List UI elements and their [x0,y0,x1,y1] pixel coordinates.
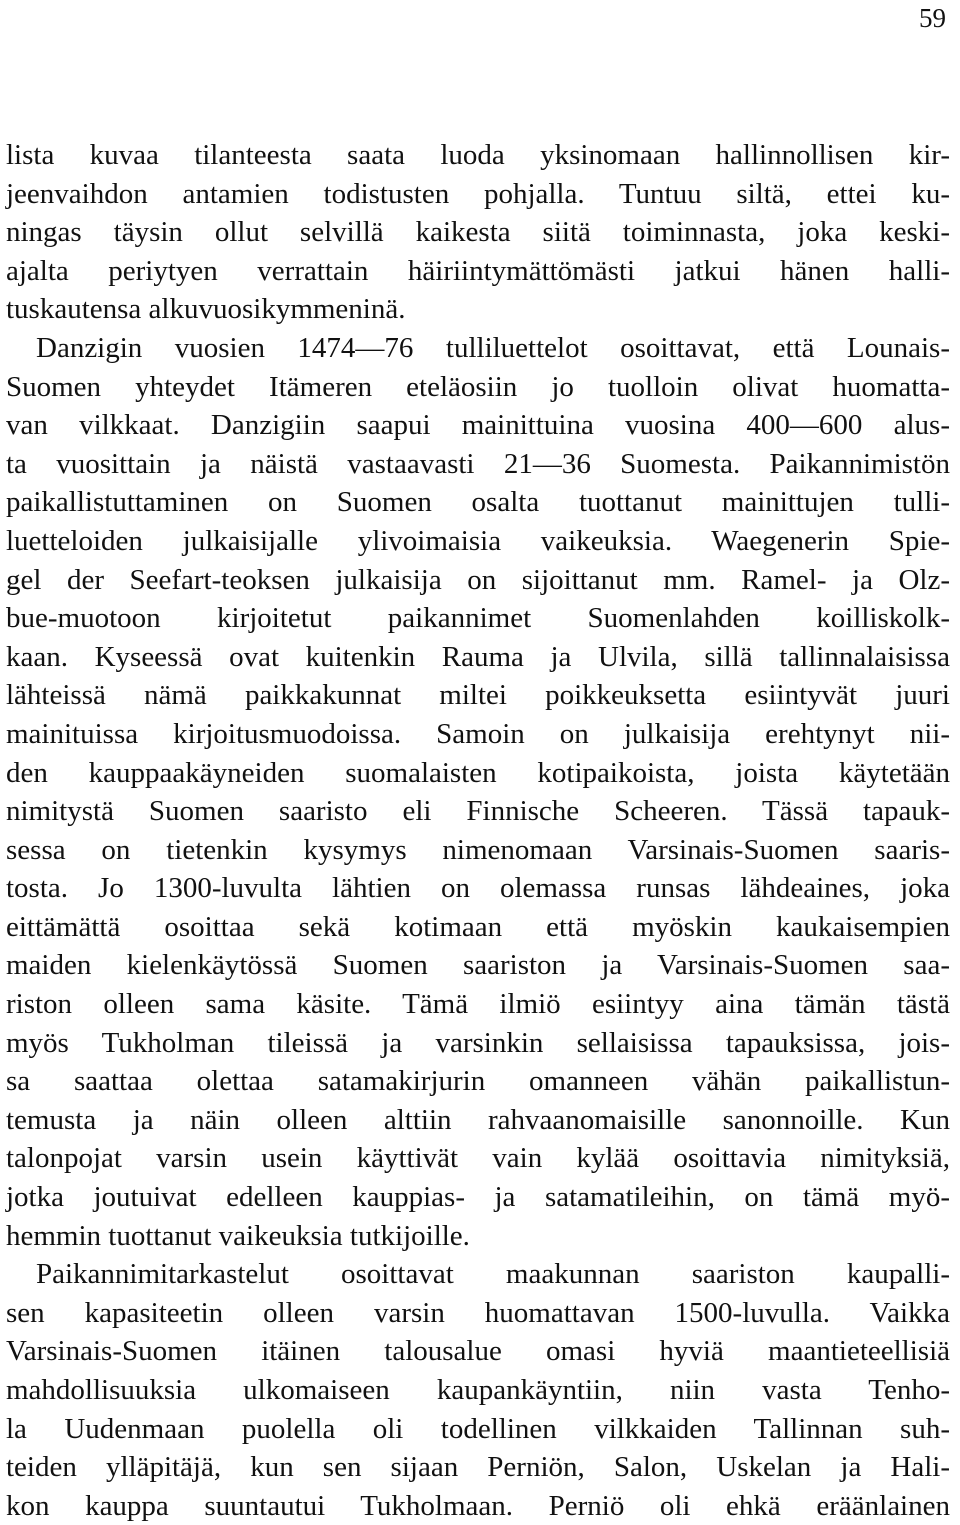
text-line: Varsinais-Suomen itäinen talousalue omasi hyviä maantieteellisiä [6,1335,950,1368]
text-line: hemmin tuottanut vaikeuksia tutkijoille. [6,1219,470,1252]
text-line: gel der Seefart-teoksen julkaisija on sijoittanut mm. Ramel- ja Olz- [6,563,950,596]
text-line: ajalta periytyen verrattain häiriintymättömästi jatkui hänen halli- [6,254,950,287]
text-line: temusta ja näin olleen alttiin rahvaanomaisille sanonnoille. Kun [6,1103,950,1136]
text-line: la Uudenmaan puolella oli todellinen vilkkaiden Tallinnan suh- [6,1412,950,1445]
text-line: jeenvaihdon antamien todistusten pohjalla. Tuntuu siltä, ettei ku- [6,177,950,210]
text-line: paikallistuttaminen on Suomen osalta tuottanut mainittujen tulli- [6,486,950,519]
text-line: van vilkkaat. Danzigiin saapui mainittuina vuosina 400—600 alus- [6,409,950,442]
text-line: sen kapasiteetin olleen varsin huomattavan 1500-luvulla. Vaikka [6,1296,950,1329]
text-line: Danzigin vuosien 1474—76 tulliluettelot osoittavat, että Lounais- [36,331,950,364]
text-line: jotka joutuivat edelleen kauppias- ja satamatileihin, on tämä myö- [6,1181,950,1214]
text-line: eittämättä osoittaa sekä kotimaan että myöskin kaukaisempien [6,910,950,943]
text-line: teiden ylläpitäjä, kun sen sijaan Perniön, Salon, Uskelan ja Hali- [6,1451,950,1484]
text-line: maiden kielenkäytössä Suomen saariston ja Varsinais-Suomen saa- [6,949,950,982]
text-line: lista kuvaa tilanteesta saata luoda yksinomaan hallinnollisen kir- [6,139,950,171]
text-line: mahdollisuuksia ulkomaiseen kaupankäyntiin, niin vasta Tenho- [6,1374,950,1406]
text-line: lähteissä nämä paikkakunnat miltei poikkeuksetta esiintyvät juuri [6,679,950,712]
text-line: talonpojat varsin usein käyttivät vain kylää osoittavia nimityksiä, [6,1142,950,1175]
text-line: Paikannimitarkastelut osoittavat maakunnan saariston kaupalli- [36,1258,950,1291]
text-line: mainituissa kirjoitusmuodoissa. Samoin on julkaisija erehtynyt nii- [6,717,950,750]
page-number: 59 [919,3,946,33]
text-line: kon kauppa suuntautui Tukholmaan. Perniö oli ehkä eräänlainen [6,1489,950,1522]
text-line: Suomen yhteydet Itämeren eteläosiin jo tuolloin olivat huomatta- [6,370,950,403]
text-line: ningas täysin ollut selvillä kaikesta siitä toiminnasta, joka keski- [6,216,950,249]
text-line: ta vuosittain ja näistä vastaavasti 21—36 Suomesta. Paikannimistön [6,447,950,480]
text-line: kaan. Kyseessä ovat kuitenkin Rauma ja Ulvila, sillä tallinnalaisissa [6,640,950,673]
body-text [6,136,950,1525]
text-line: den kauppaakäyneiden suomalaisten kotipaikoista, joista käytetään [6,756,950,789]
text-line: sa saattaa olettaa satamakirjurin omanneen vähän paikallistun- [6,1065,950,1098]
text-line: sessa on tietenkin kysymys nimenomaan Varsinais-Suomen saaris- [6,833,950,866]
text-line: tuskautensa alkuvuosikymmeninä. [6,293,406,326]
text-line: myös Tukholman tileissä ja varsinkin sellaisissa tapauksissa, jois- [6,1026,950,1059]
text-line: tosta. Jo 1300-luvulta lähtien on olemassa runsas lähdeaines, joka [6,872,950,905]
text-line: luetteloiden julkaisijalle ylivoimaisia vaikeuksia. Waegenerin Spie- [6,524,950,557]
text-line: nimitystä Suomen saaristo eli Finnische Scheeren. Tässä tapauk- [6,795,950,828]
text-line: bue-muotoon kirjoitetut paikannimet Suomenlahden koilliskolk- [6,602,950,635]
text-line: riston olleen sama käsite. Tämä ilmiö esiintyy aina tämän tästä [6,988,950,1021]
